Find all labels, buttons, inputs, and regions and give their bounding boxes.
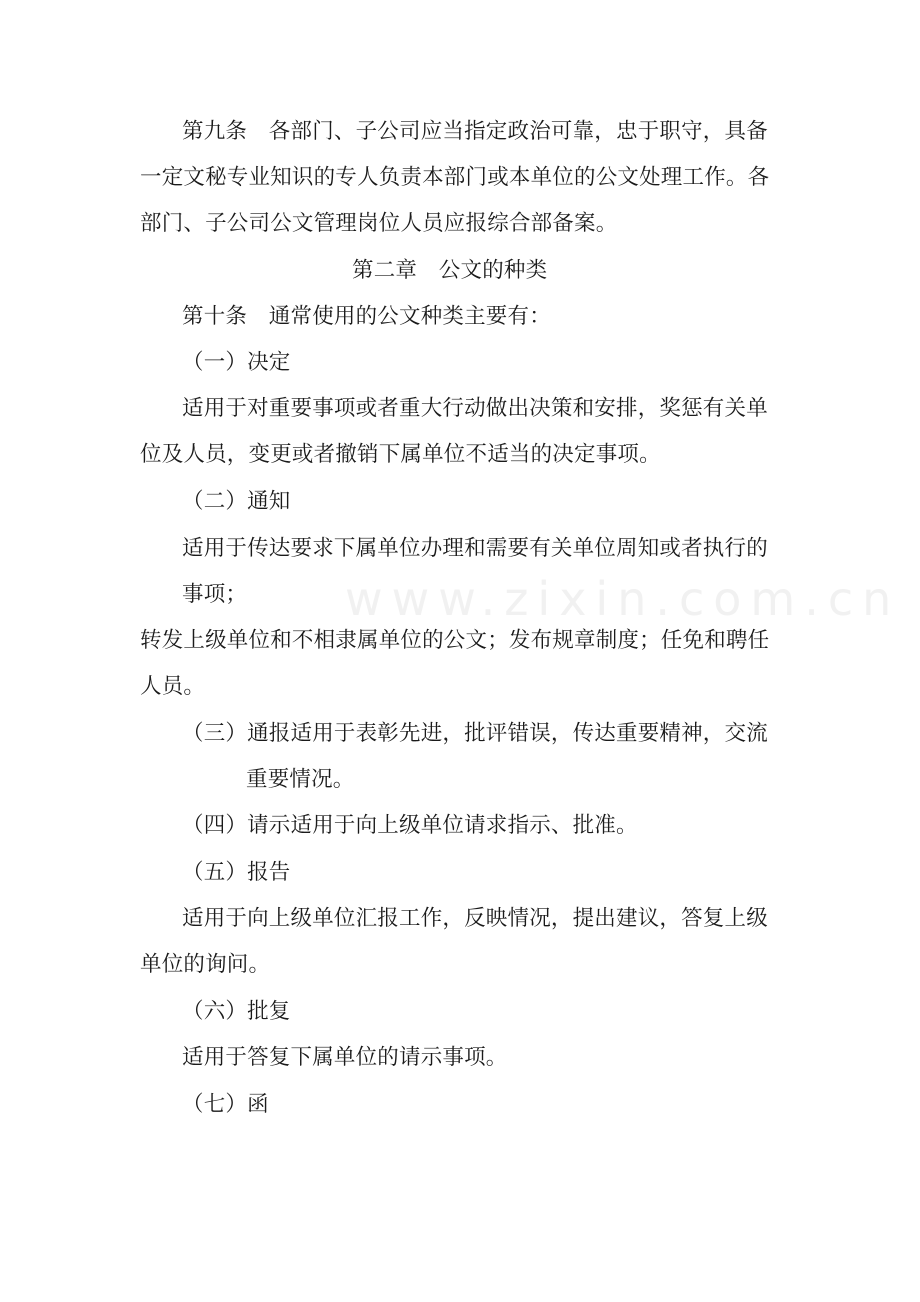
item-1-heading: （一）决定 [182, 350, 291, 375]
item-4-line: （四）请示适用于向上级单位请求指示、批准。 [182, 813, 638, 838]
item-3-line-2: 重要情况。 [246, 767, 355, 792]
item-5-heading: （五）报告 [182, 860, 291, 885]
item-5-desc-line-2: 单位的询问。 [140, 952, 271, 977]
watermark: www.zixin.com.cn [345, 572, 901, 626]
item-3-line-1: （三）通报适用于表彰先进，批评错误，传达重要精神，交流 [182, 721, 768, 746]
item-6-heading: （六）批复 [182, 999, 291, 1024]
item-2-desc-line-2: 事项； [182, 582, 248, 607]
article-10-line: 第十条 通常使用的公文种类主要有： [182, 304, 551, 329]
item-2-heading: （二）通知 [182, 489, 291, 514]
article-9-line-1: 第九条 各部门、子公司应当指定政治可靠，忠于职守，具备 [182, 119, 768, 144]
item-2-desc-line-3: 转发上级单位和不相隶属单位的公文；发布规章制度；任免和聘任 [140, 628, 770, 653]
item-2-desc-line-1: 适用于传达要求下属单位办理和需要有关单位周知或者执行的 [182, 536, 768, 561]
item-1-desc-line-2: 位及人员，变更或者撤销下属单位不适当的决定事项。 [140, 442, 661, 467]
article-9-line-3: 部门、子公司公文管理岗位人员应报综合部备案。 [140, 211, 618, 236]
item-6-desc-line: 适用于答复下属单位的请示事项。 [182, 1045, 508, 1070]
chapter-heading: 第二章 公文的种类 [352, 258, 548, 283]
item-5-desc-line-1: 适用于向上级单位汇报工作，反映情况，提出建议，答复上级 [182, 906, 768, 931]
item-2-desc-line-4: 人员。 [140, 674, 206, 699]
article-9-line-2: 一定文秘专业知识的专人负责本部门或本单位的公文处理工作。各 [140, 165, 770, 190]
item-7-heading: （七）函 [182, 1092, 269, 1117]
item-1-desc-line-1: 适用于对重要事项或者重大行动做出决策和安排，奖惩有关单 [182, 396, 768, 421]
